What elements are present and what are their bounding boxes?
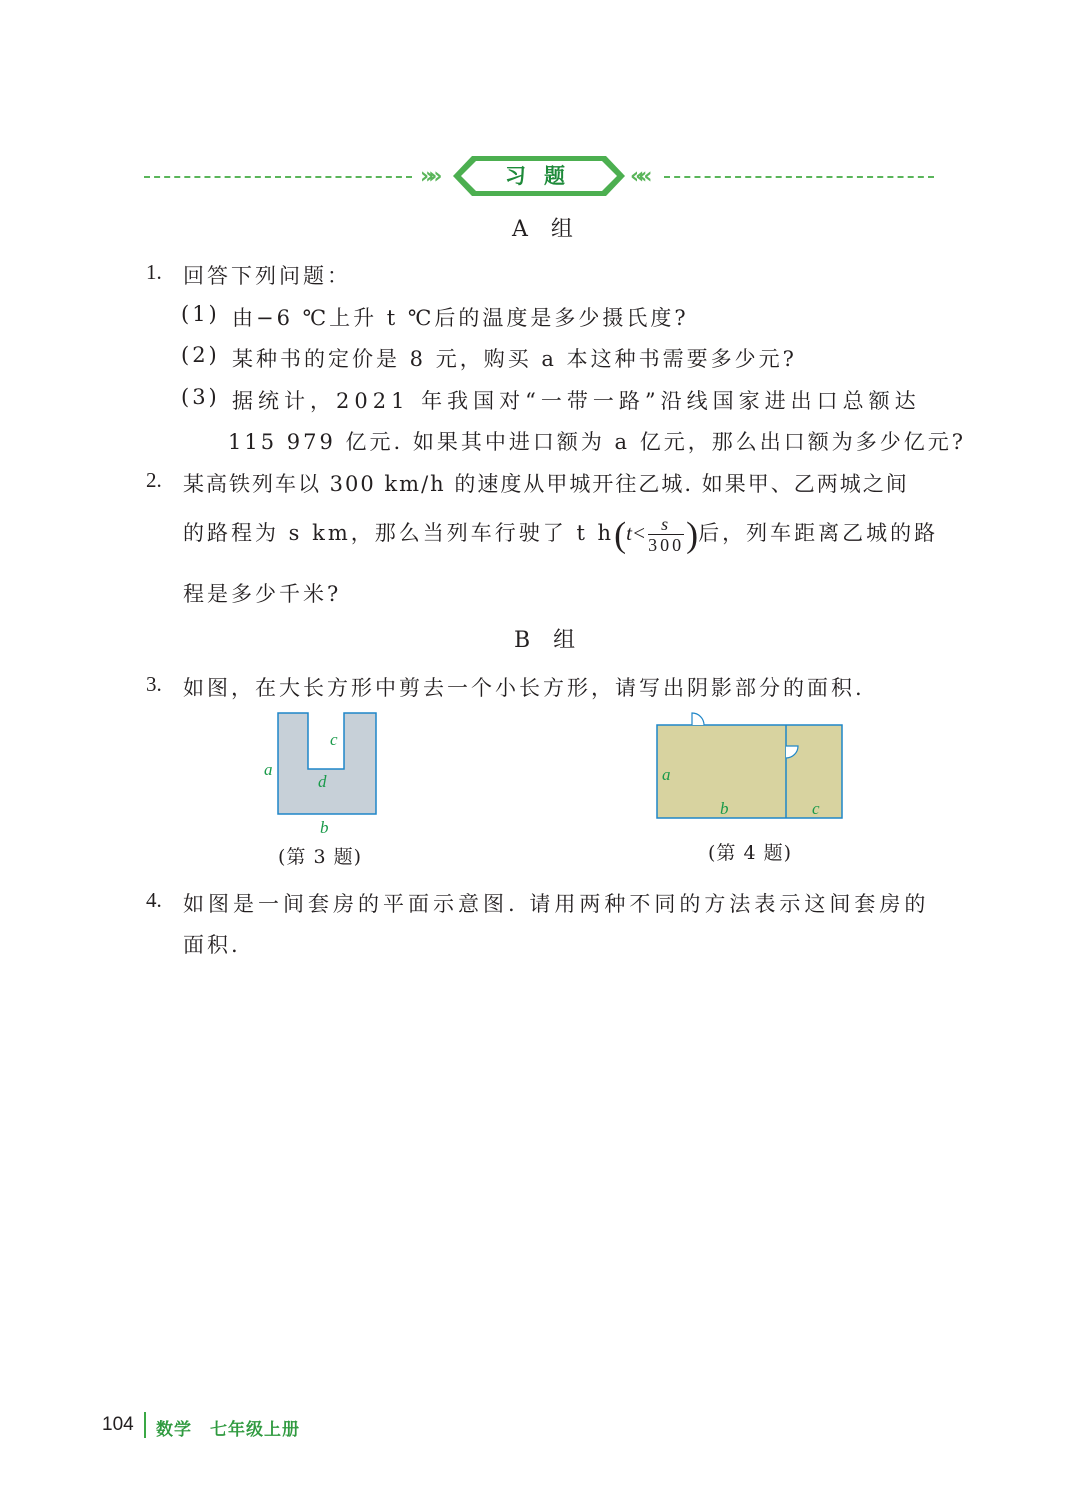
u-shape-outline <box>278 713 376 814</box>
q1-number: 1. <box>146 260 162 284</box>
q1-stem: 回答下列问题： <box>183 264 351 288</box>
q2-line1: 某高铁列车以 300 km/h 的速度从甲城开往乙城. 如果甲、乙两城之间 <box>183 472 909 496</box>
fraction-s-over-300 <box>648 514 684 555</box>
figure-4-caption: (第 4 题) <box>708 842 792 864</box>
group-b-title: B 组 <box>514 628 584 653</box>
fraction-denominator: 300 <box>648 535 685 555</box>
q1-part3-line1: 据统计，2021 年我国对“一带一路”沿线国家进出口总额达 <box>232 389 921 413</box>
figure-4-floor-plan <box>650 708 850 826</box>
left-chevron-icon: »» <box>420 164 437 189</box>
q2-line2-start: 的路程为 s km，那么当列车行驶了 t h <box>183 521 615 545</box>
q1-part1-text: 由−6 ℃上升 t ℃后的温度是多少摄氏度? <box>232 306 689 330</box>
q1-part1-number: (1) <box>181 302 220 326</box>
figure-3-u-shape <box>250 705 390 840</box>
left-dashed-rule <box>144 176 412 178</box>
q1-part2-text: 某种书的定价是 8 元，购买 a 本这种书需要多少元? <box>232 347 797 371</box>
q1-part2-number: (2) <box>181 343 220 367</box>
q1-part3-number: (3) <box>181 385 220 409</box>
page-number: 104 <box>102 1414 134 1435</box>
q4-line1: 如图是一间套房的平面示意图. 请用两种不同的方法表示这间套房的 <box>183 892 930 916</box>
right-dashed-rule <box>664 176 934 178</box>
figure-3-caption: (第 3 题) <box>278 846 362 868</box>
footer-divider <box>144 1412 146 1438</box>
group-a-title: A 组 <box>512 217 581 242</box>
exercise-title: 习题 <box>505 164 583 188</box>
q4-number: 4. <box>146 888 162 912</box>
q3-text: 如图，在大长方形中剪去一个小长方形，请写出阴影部分的面积. <box>183 676 865 700</box>
q2-line3: 程是多少千米? <box>183 582 342 606</box>
entrance-door-icon <box>692 713 704 725</box>
fraction-numerator: s <box>648 514 684 535</box>
label-b: b <box>320 818 329 837</box>
label-a: a <box>264 760 273 779</box>
q2-number: 2. <box>146 468 162 492</box>
open-paren: ( <box>614 514 627 555</box>
q1-part3-line2: 115 979 亿元. 如果其中进口额为 a 亿元，那么出口额为多少亿元? <box>228 430 966 454</box>
label-a: a <box>662 765 671 784</box>
right-chevron-icon: «« <box>630 164 647 189</box>
label-c: c <box>812 799 820 818</box>
q2-condition: t< <box>626 521 647 545</box>
label-b: b <box>720 799 729 818</box>
q2-line2 <box>183 508 938 558</box>
q2-line2-end: 后，列车距离乙城的路 <box>698 521 939 545</box>
book-title: 数学 七年级上册 <box>156 1420 300 1440</box>
q4-line2: 面积. <box>183 933 241 957</box>
label-d: d <box>318 772 327 791</box>
q3-number: 3. <box>146 672 162 696</box>
close-paren: ) <box>686 514 699 555</box>
label-c: c <box>330 730 338 749</box>
